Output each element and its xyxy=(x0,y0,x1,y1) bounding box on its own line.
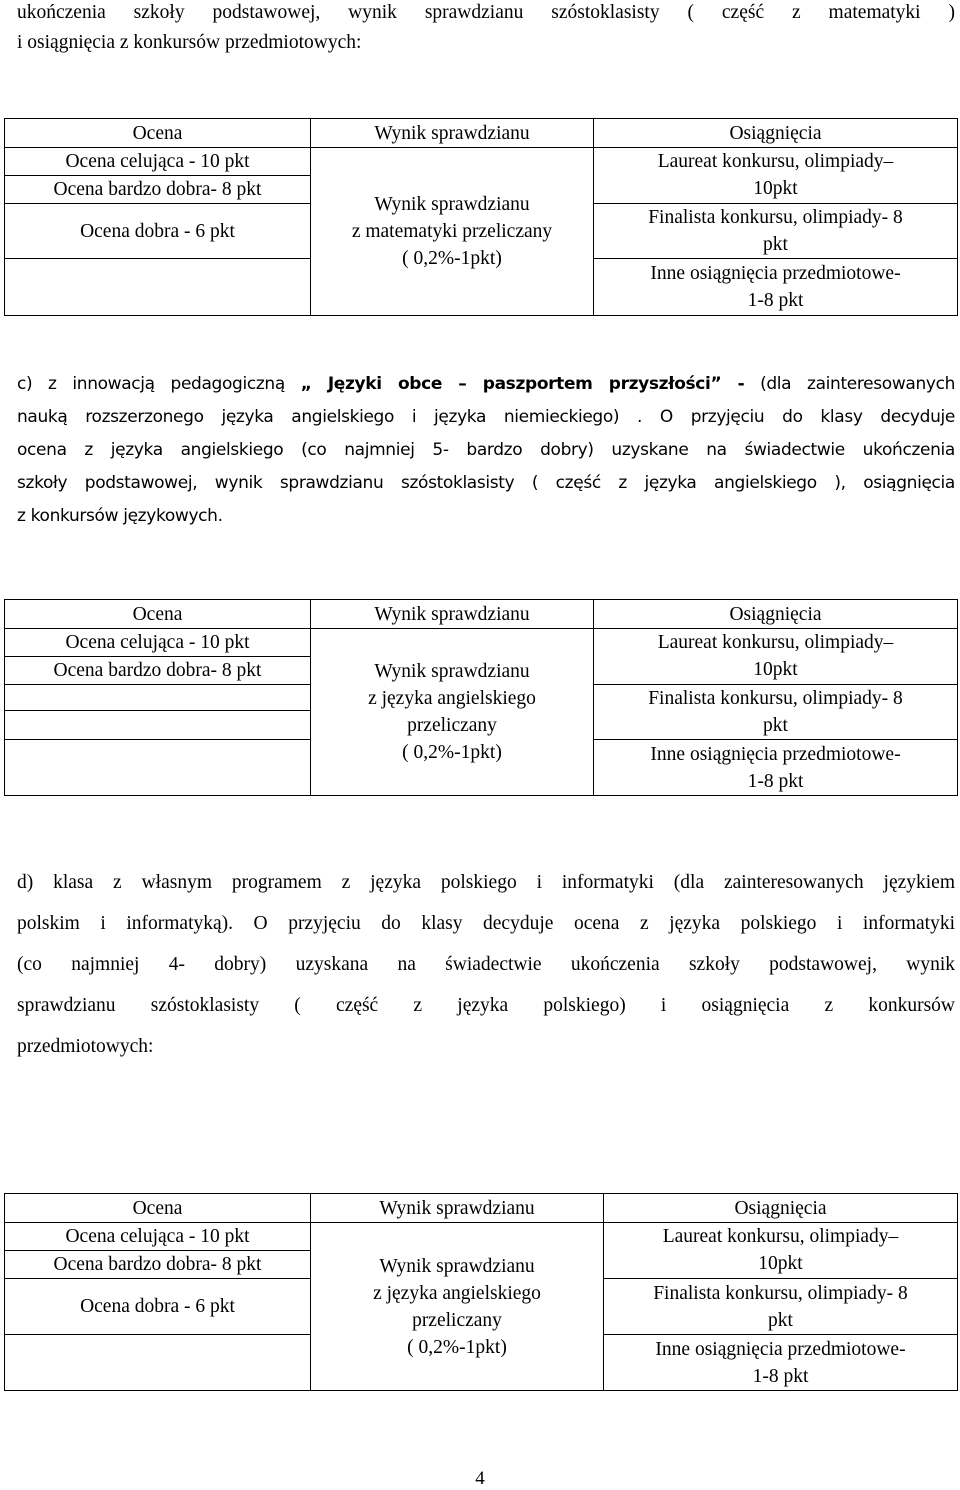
result-line: z matematyki przeliczany xyxy=(351,221,553,242)
criteria-table-math xyxy=(4,118,958,316)
criteria-table-polish xyxy=(4,1193,958,1391)
grade-cell: Ocena dobra - 6 pkt xyxy=(5,204,311,259)
innovation-title: „ Języki obce – paszportem przyszłości” - xyxy=(300,374,745,394)
section-c-line1-rest: (dla zainteresowanych xyxy=(744,374,955,394)
achievement-line: Finalista konkursu, olimpiady- 8 xyxy=(648,688,903,709)
achievement-line: 1-8 pkt xyxy=(747,770,804,792)
achievement-line: Laureat konkursu, olimpiady– xyxy=(662,1226,899,1247)
achievement-cell xyxy=(594,740,958,796)
result-line: z języka angielskiego xyxy=(373,1282,541,1304)
grade-cell xyxy=(5,1335,311,1391)
result-line: ( 0,2%-1pkt) xyxy=(402,742,502,763)
grade-cell xyxy=(5,685,311,711)
result-line: Wynik sprawdzianu xyxy=(374,661,530,682)
grade-cell: Ocena celująca - 10 pkt xyxy=(5,148,311,176)
column-header: Wynik sprawdzianu xyxy=(311,1194,604,1223)
achievement-line: pkt xyxy=(763,234,788,255)
column-header: Wynik sprawdzianu xyxy=(311,600,594,629)
achievement-line: Inne osiągnięcia przedmiotowe- xyxy=(650,263,901,284)
grade-cell xyxy=(5,711,311,740)
column-header: Ocena xyxy=(5,600,311,629)
intro-line: ukończenia szkoły podstawowej, wynik sprawdzianu szóstoklasisty ( część z matematyki ) xyxy=(17,2,955,23)
column-header: Wynik sprawdzianu xyxy=(311,119,594,148)
grade-cell: Ocena bardzo dobra- 8 pkt xyxy=(5,176,311,204)
intro-paragraph xyxy=(17,0,955,58)
section-d-line: d) klasa z własnym programem z języka polskiego i informatyki (dla zainteresowanych językiem xyxy=(17,872,955,893)
grade-cell: Ocena dobra - 6 pkt xyxy=(5,1279,311,1335)
achievement-line: Inne osiągnięcia przedmiotowe- xyxy=(650,743,901,765)
achievement-cell xyxy=(604,1223,958,1279)
result-line: ( 0,2%-1pkt) xyxy=(407,1336,507,1358)
section-c-line: szkoły podstawowej, wynik sprawdzianu szóstoklasisty ( część z języka angielskiego ), osiągnięcia xyxy=(17,473,955,493)
grade-cell xyxy=(5,740,311,796)
section-c-line xyxy=(17,368,955,401)
result-line: przeliczany xyxy=(407,715,497,736)
section-c-line: nauką rozszerzonego języka angielskiego i języka niemieckiego) . O przyjęciu do klasy decyduje xyxy=(17,407,955,427)
grade-cell xyxy=(5,259,311,316)
section-c-paragraph xyxy=(17,368,955,533)
achievement-cell xyxy=(594,259,958,316)
achievement-cell xyxy=(604,1335,958,1391)
grade-cell: Ocena bardzo dobra- 8 pkt xyxy=(5,657,311,685)
result-cell xyxy=(311,1223,604,1391)
achievement-line: Finalista konkursu, olimpiady- 8 xyxy=(648,207,903,228)
column-header: Ocena xyxy=(5,119,311,148)
grade-cell: Ocena celująca - 10 pkt xyxy=(5,1223,311,1251)
column-header: Ocena xyxy=(5,1194,311,1223)
section-d-line: przedmiotowych: xyxy=(17,1036,154,1057)
result-line: Wynik sprawdzianu xyxy=(374,194,530,215)
column-header: Osiągnięcia xyxy=(594,119,958,148)
achievement-cell xyxy=(594,629,958,685)
result-line: Wynik sprawdzianu xyxy=(379,1255,535,1277)
result-line: ( 0,2%-1pkt) xyxy=(402,248,502,269)
result-line: z języka angielskiego xyxy=(368,688,536,709)
section-c-prefix: c) z innowacją pedagogiczną xyxy=(17,374,301,394)
achievement-line: 10pkt xyxy=(753,178,798,199)
section-c-line: z konkursów językowych. xyxy=(17,506,223,526)
achievement-cell xyxy=(594,148,958,204)
result-cell xyxy=(311,629,594,796)
section-d-line: (co najmniej 4- dobry) uzyskana na świadectwie ukończenia szkoły podstawowej, wynik xyxy=(17,954,955,975)
achievement-line: Laureat konkursu, olimpiady– xyxy=(657,151,894,172)
achievement-line: 10pkt xyxy=(753,659,798,680)
achievement-line: 1-8 pkt xyxy=(747,290,804,311)
section-d-line: sprawdzianu szóstoklasisty ( część z języka polskiego) i osiągnięcia z konkursów xyxy=(17,995,955,1016)
page-number: 4 xyxy=(475,1468,485,1489)
grade-cell: Ocena bardzo dobra- 8 pkt xyxy=(5,1251,311,1279)
achievement-line: 1-8 pkt xyxy=(752,1365,809,1387)
achievement-line: Inne osiągnięcia przedmiotowe- xyxy=(655,1338,906,1360)
criteria-table-english xyxy=(4,599,958,796)
section-c-line: ocena z języka angielskiego (co najmniej 5- bardzo dobry) uzyskane na świadectwie ukończenia xyxy=(17,440,955,460)
achievement-line: Laureat konkursu, olimpiady– xyxy=(657,632,894,653)
achievement-cell xyxy=(594,204,958,259)
column-header: Osiągnięcia xyxy=(604,1194,958,1223)
achievement-cell xyxy=(594,685,958,740)
section-d-paragraph xyxy=(17,862,955,1067)
achievement-cell xyxy=(604,1279,958,1335)
result-line: przeliczany xyxy=(412,1309,502,1331)
achievement-line: pkt xyxy=(768,1309,793,1331)
section-d-line: polskim i informatyką). O przyjęciu do klasy decyduje ocena z języka polskiego i informatyki xyxy=(17,913,955,934)
achievement-line: 10pkt xyxy=(758,1253,803,1274)
column-header: Osiągnięcia xyxy=(594,600,958,629)
result-cell xyxy=(311,148,594,316)
grade-cell: Ocena celująca - 10 pkt xyxy=(5,629,311,657)
achievement-line: pkt xyxy=(763,715,788,736)
intro-line: i osiągnięcia z konkursów przedmiotowych: xyxy=(17,32,362,53)
achievement-line: Finalista konkursu, olimpiady- 8 xyxy=(653,1282,908,1304)
